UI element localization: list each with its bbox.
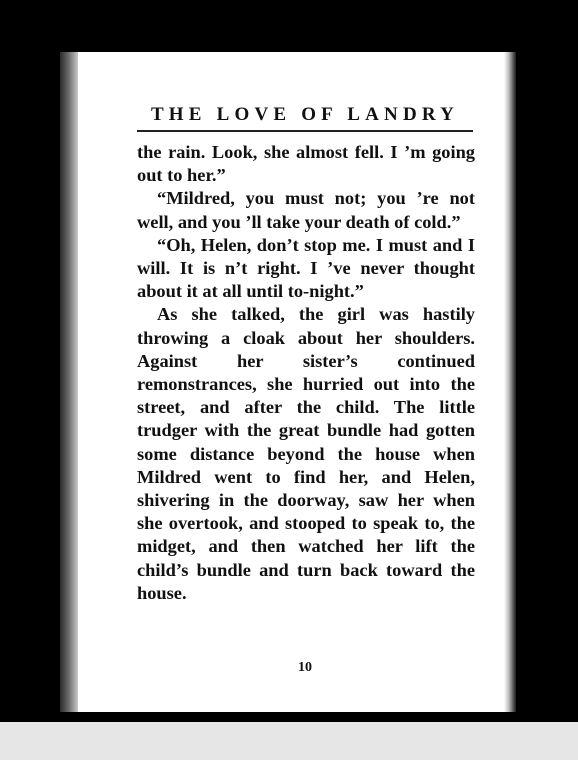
header-rule (137, 130, 473, 132)
paragraph-narration: As she talked, the girl was hastily throwing a cloak about her shoulders. Against her sister’s continued remonstrances, she hurried out into the street, and after the child. The little trudger with the great bundle had gotten some distance beyond the house when Mildred went to find her, and Helen, shivering in the doorway, saw her when she overtook, and stooped to speak to, the midget, and then watched her lift the child’s bundle and turn back toward the house. (137, 304, 475, 603)
paragraph-mildred-warning: “Mildred, you must not; you ’re not well, and you ’ll take your death of cold.” (137, 188, 475, 232)
running-head: THE LOVE OF LANDRY (150, 104, 460, 125)
body-text (137, 141, 475, 605)
page-right-edge (504, 52, 516, 712)
paragraph-helen-reply: “Oh, Helen, don’t stop me. I must and I will. It is n’t right. I ’ve never thought about it at all until to-night.” (137, 234, 475, 302)
paragraph-continuation: the rain. Look, she almost fell. I ’m going out to her.” (137, 142, 475, 186)
scan-bottom-border (0, 722, 578, 760)
scan-top-border (0, 0, 578, 52)
page-number: 10 (298, 660, 312, 675)
